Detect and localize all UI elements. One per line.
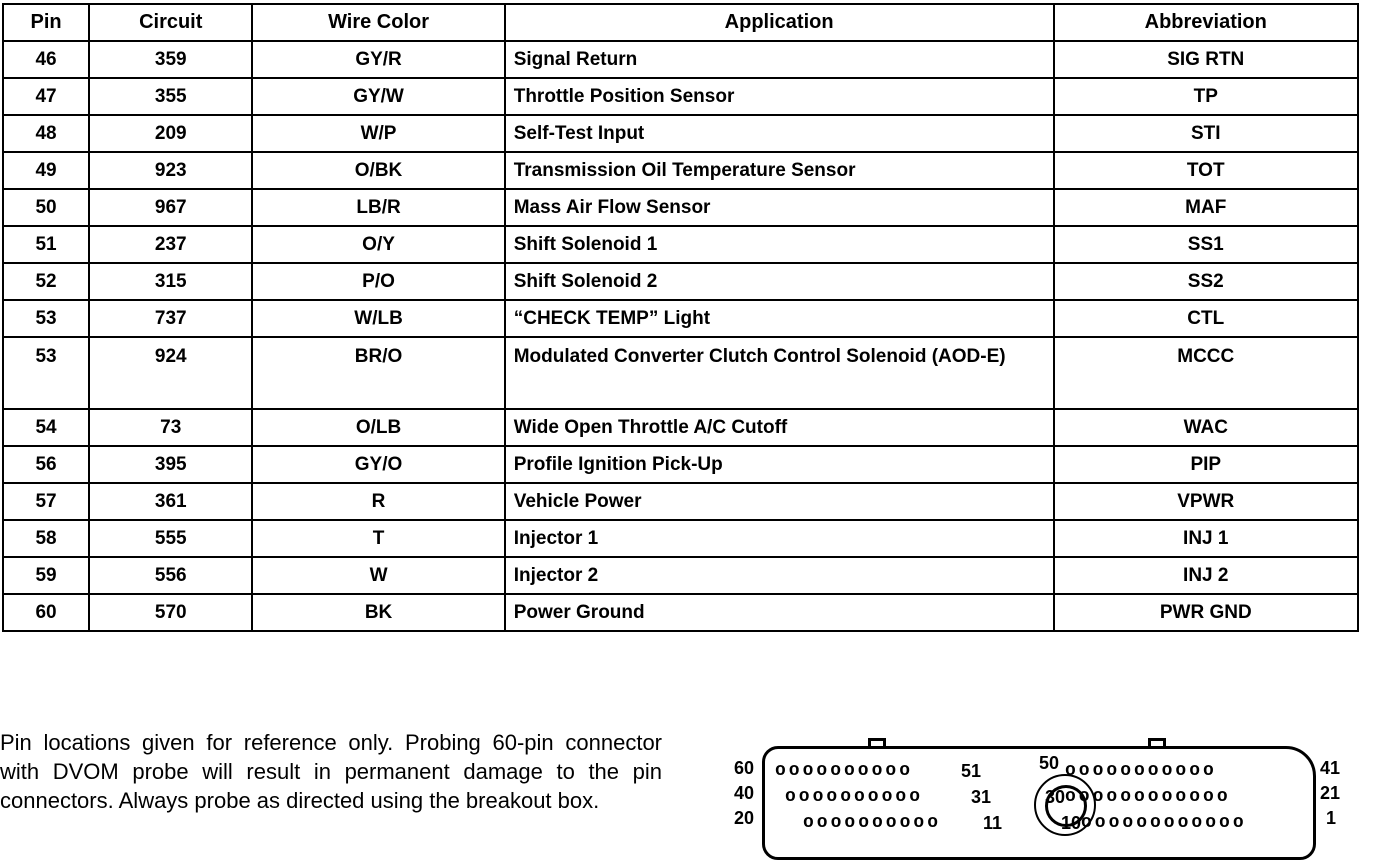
cell-wire-color: W/P xyxy=(252,115,504,152)
cell-application: Profile Ignition Pick-Up xyxy=(505,446,1054,483)
cell-circuit: 237 xyxy=(89,226,252,263)
table-row xyxy=(3,152,1358,189)
cell-circuit: 361 xyxy=(89,483,252,520)
cell-pin: 58 xyxy=(3,520,89,557)
cell-abbreviation: INJ 1 xyxy=(1054,520,1358,557)
cell-abbreviation: PWR GND xyxy=(1054,594,1358,631)
table-row xyxy=(3,337,1358,409)
cell-pin: 47 xyxy=(3,78,89,115)
cell-wire-color: W/LB xyxy=(252,300,504,337)
table-row xyxy=(3,483,1358,520)
header-pin: Pin xyxy=(3,4,89,41)
left-label-20: 20 xyxy=(734,808,755,828)
cell-wire-color: BK xyxy=(252,594,504,631)
header-circuit: Circuit xyxy=(89,4,252,41)
cell-abbreviation: PIP xyxy=(1054,446,1358,483)
pin-label-50: 50 xyxy=(1039,753,1060,773)
cell-application: Self-Test Input xyxy=(505,115,1054,152)
cell-application: Injector 1 xyxy=(505,520,1054,557)
cell-application: Wide Open Throttle A/C Cutoff xyxy=(505,409,1054,446)
pin-label-10: 10 xyxy=(1061,813,1082,833)
cell-circuit: 737 xyxy=(89,300,252,337)
pin-row-bottom-left: oooooooooo xyxy=(803,813,942,833)
cell-pin: 49 xyxy=(3,152,89,189)
cell-circuit: 73 xyxy=(89,409,252,446)
header-abbreviation: Abbreviation xyxy=(1054,4,1358,41)
cell-abbreviation: TP xyxy=(1054,78,1358,115)
connector-body xyxy=(762,746,1316,860)
cell-abbreviation: STI xyxy=(1054,115,1358,152)
cell-circuit: 967 xyxy=(89,189,252,226)
cell-abbreviation: TOT xyxy=(1054,152,1358,189)
cell-application: Power Ground xyxy=(505,594,1054,631)
cell-circuit: 315 xyxy=(89,263,252,300)
cell-application: Transmission Oil Temperature Sensor xyxy=(505,152,1054,189)
cell-pin: 59 xyxy=(3,557,89,594)
cell-circuit: 555 xyxy=(89,520,252,557)
cell-wire-color: P/O xyxy=(252,263,504,300)
left-label-60: 60 xyxy=(734,758,755,778)
table-row xyxy=(3,557,1358,594)
pin-label-30: 30 xyxy=(1045,787,1066,807)
cell-circuit: 395 xyxy=(89,446,252,483)
cell-abbreviation: INJ 2 xyxy=(1054,557,1358,594)
cell-abbreviation: WAC xyxy=(1054,409,1358,446)
cell-pin: 48 xyxy=(3,115,89,152)
cell-pin: 50 xyxy=(3,189,89,226)
pin-label-51: 51 xyxy=(961,761,982,781)
cell-application: Injector 2 xyxy=(505,557,1054,594)
cell-circuit: 923 xyxy=(89,152,252,189)
cell-wire-color: GY/W xyxy=(252,78,504,115)
table-row xyxy=(3,115,1358,152)
cell-wire-color: O/LB xyxy=(252,409,504,446)
reference-note: Pin locations given for reference only. Probing 60-pin connector with DVOM probe will result in permanent damage to the pin connectors. Always probe as directed using the breakout box. xyxy=(0,730,662,813)
right-label-41: 41 xyxy=(1320,758,1341,778)
left-label-40: 40 xyxy=(734,783,755,803)
cell-wire-color: O/BK xyxy=(252,152,504,189)
cell-application: Vehicle Power xyxy=(505,483,1054,520)
cell-wire-color: W xyxy=(252,557,504,594)
table-row xyxy=(3,594,1358,631)
cell-abbreviation: SS1 xyxy=(1054,226,1358,263)
pin-row-mid-left: oooooooooo xyxy=(785,787,924,807)
cell-wire-color: BR/O xyxy=(252,337,504,409)
table-row xyxy=(3,78,1358,115)
pin-label-31: 31 xyxy=(971,787,992,807)
cell-application: Throttle Position Sensor xyxy=(505,78,1054,115)
cell-abbreviation: SS2 xyxy=(1054,263,1358,300)
cell-circuit: 359 xyxy=(89,41,252,78)
right-label-21: 21 xyxy=(1320,783,1341,803)
cell-application: Modulated Converter Clutch Control Solenoid (AOD-E) xyxy=(505,337,1054,409)
connector-diagram xyxy=(720,728,1360,856)
cell-circuit: 556 xyxy=(89,557,252,594)
table-row xyxy=(3,226,1358,263)
table-row xyxy=(3,409,1358,446)
cell-application: Shift Solenoid 1 xyxy=(505,226,1054,263)
cell-wire-color: R xyxy=(252,483,504,520)
table-row xyxy=(3,263,1358,300)
cell-abbreviation: CTL xyxy=(1054,300,1358,337)
pin-row-bottom-right: oooooooooooo xyxy=(1081,813,1247,833)
cell-pin: 51 xyxy=(3,226,89,263)
cell-pin: 53 xyxy=(3,300,89,337)
cell-pin: 57 xyxy=(3,483,89,520)
cell-application: Mass Air Flow Sensor xyxy=(505,189,1054,226)
pin-table xyxy=(2,3,1359,632)
table-header-row xyxy=(3,4,1358,41)
table-row xyxy=(3,520,1358,557)
pin-row-top-left: oooooooooo xyxy=(775,761,914,781)
table-row xyxy=(3,189,1358,226)
table-row xyxy=(3,41,1358,78)
cell-circuit: 924 xyxy=(89,337,252,409)
cell-abbreviation: MAF xyxy=(1054,189,1358,226)
cell-pin: 46 xyxy=(3,41,89,78)
table-row xyxy=(3,300,1358,337)
table-row xyxy=(3,446,1358,483)
cell-abbreviation: MCCC xyxy=(1054,337,1358,409)
cell-pin: 53 xyxy=(3,337,89,409)
pin-row-top-right: ooooooooooo xyxy=(1065,761,1217,781)
header-wire-color: Wire Color xyxy=(252,4,504,41)
cell-pin: 56 xyxy=(3,446,89,483)
cell-application: Signal Return xyxy=(505,41,1054,78)
cell-application: “CHECK TEMP” Light xyxy=(505,300,1054,337)
right-label-1: 1 xyxy=(1326,808,1337,828)
pin-row-mid-right: oooooooooooo xyxy=(1065,787,1231,807)
cell-application: Shift Solenoid 2 xyxy=(505,263,1054,300)
cell-circuit: 355 xyxy=(89,78,252,115)
header-application: Application xyxy=(505,4,1054,41)
cell-pin: 60 xyxy=(3,594,89,631)
cell-pin: 54 xyxy=(3,409,89,446)
cell-wire-color: T xyxy=(252,520,504,557)
cell-wire-color: GY/R xyxy=(252,41,504,78)
cell-wire-color: GY/O xyxy=(252,446,504,483)
cell-circuit: 209 xyxy=(89,115,252,152)
cell-pin: 52 xyxy=(3,263,89,300)
cell-circuit: 570 xyxy=(89,594,252,631)
pin-label-11: 11 xyxy=(983,813,1003,833)
cell-abbreviation: SIG RTN xyxy=(1054,41,1358,78)
cell-abbreviation: VPWR xyxy=(1054,483,1358,520)
cell-wire-color: O/Y xyxy=(252,226,504,263)
cell-wire-color: LB/R xyxy=(252,189,504,226)
